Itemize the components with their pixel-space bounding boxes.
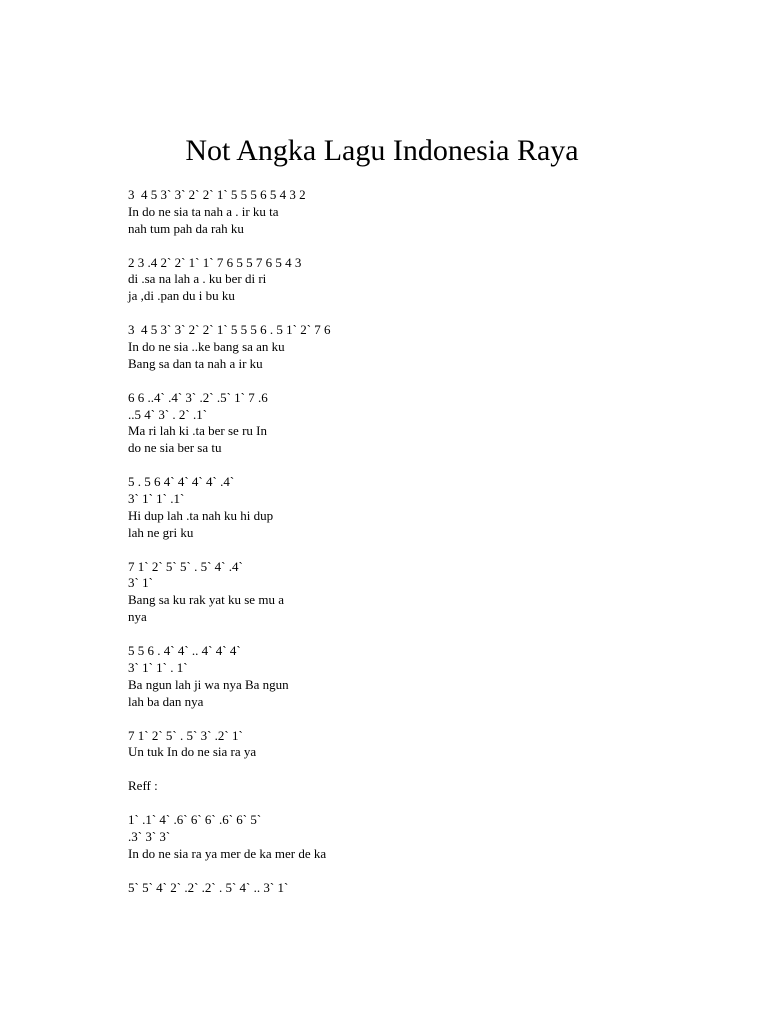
text-line: nya: [128, 609, 147, 625]
verse-block: [128, 643, 688, 711]
text-line: 5` 5` 4` 2` .2` .2` . 5` 4` .. 3` 1`: [128, 879, 289, 895]
verse-block: [128, 474, 688, 542]
text-line: nah tum pah da rah ku: [128, 220, 244, 236]
verse-block: [128, 812, 688, 863]
text-line: lah ne gri ku: [128, 524, 194, 540]
text-line: Bang sa ku rak yat ku se mu a: [128, 592, 284, 608]
text-line: Un tuk In do ne sia ra ya: [128, 744, 257, 760]
text-line: Ba ngun lah ji wa nya Ba ngun: [128, 676, 289, 692]
verse-block: [128, 322, 688, 373]
text-line: do ne sia ber sa tu: [128, 440, 222, 456]
text-line: di .sa na lah a . ku ber di ri: [128, 271, 267, 287]
verse-block: [128, 728, 688, 762]
text-line: Bang sa dan ta nah a ir ku: [128, 355, 263, 371]
text-line: Hi dup lah .ta nah ku hi dup: [128, 507, 274, 523]
verse-block: [128, 880, 688, 897]
verse-block: [128, 559, 688, 627]
text-line: lah ba dan nya: [128, 693, 204, 709]
text-line: In do ne sia ta nah a . ir ku ta: [128, 203, 279, 219]
verse-block: [128, 187, 688, 238]
text-line: Ma ri lah ki .ta ber se ru In: [128, 423, 267, 439]
text-line: 2 3 .4 2` 2` 1` 1` 7 6 5 5 7 6 5 4 3: [128, 254, 302, 270]
text-line: In do ne sia ra ya mer de ka mer de ka: [128, 845, 327, 861]
text-line: 3 4 5 3` 3` 2` 2` 1` 5 5 5 6 . 5 1` 2` 7 6: [128, 322, 331, 338]
text-line: 7 1` 2` 5` 5` . 5` 4` .4`: [128, 558, 243, 574]
text-line: 3 4 5 3` 3` 2` 2` 1` 5 5 5 6 5 4 3 2: [128, 187, 306, 202]
verse-block: [128, 390, 688, 458]
text-line: 6 6 ..4` .4` 3` .2` .5` 1` 7 .6: [128, 389, 268, 405]
text-line: In do ne sia ..ke bang sa an ku: [128, 339, 285, 355]
text-line: ja ,di .pan du i bu ku: [128, 288, 235, 304]
text-line: 3` 1` 1` .1`: [128, 491, 185, 507]
document-title: Not Angka Lagu Indonesia Raya: [185, 134, 579, 167]
text-line: 5 5 6 . 4` 4` .. 4` 4` 4`: [128, 643, 241, 659]
song-notation-body: [128, 187, 688, 913]
text-line: ..5 4` 3` . 2` .1`: [128, 406, 208, 422]
text-line: 1` .1` 4` .6` 6` 6` .6` 6` 5`: [128, 811, 262, 827]
text-line: Reff :: [128, 778, 158, 794]
text-line: 3` 1` 1` . 1`: [128, 659, 188, 675]
verse-block: [128, 778, 688, 795]
text-line: 3` 1`: [128, 575, 153, 591]
text-line: 5 . 5 6 4` 4` 4` 4` .4`: [128, 474, 235, 490]
text-line: .3` 3` 3`: [128, 828, 171, 844]
text-line: 7 1` 2` 5` . 5` 3` .2` 1`: [128, 727, 243, 743]
verse-block: [128, 255, 688, 306]
